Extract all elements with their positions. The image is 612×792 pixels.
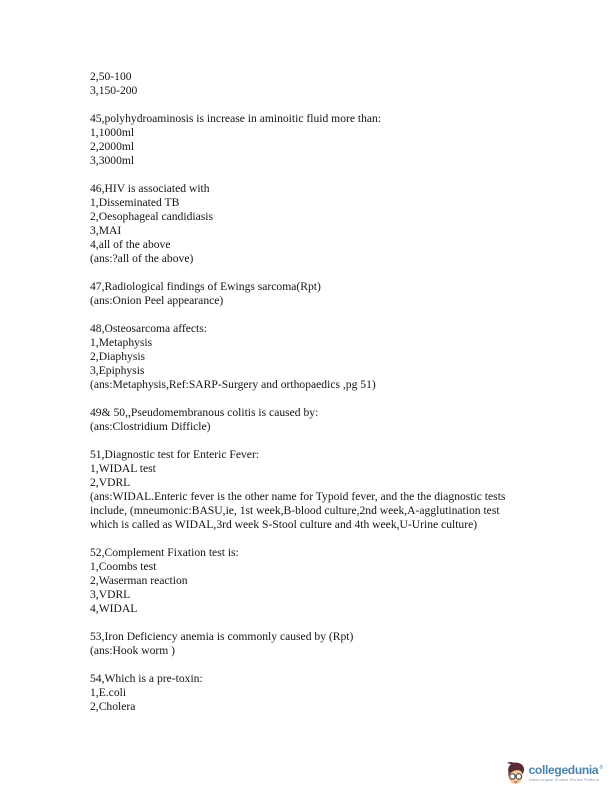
text-line: 4,all of the above bbox=[90, 238, 171, 251]
text-line bbox=[90, 98, 578, 112]
logo-brand-text: collegedunia bbox=[528, 763, 599, 778]
text-line: (ans:Hook worm ) bbox=[90, 644, 176, 657]
registered-mark: ® bbox=[599, 765, 603, 772]
text-line: 1,E.coli bbox=[90, 686, 127, 699]
text-line: include, (mneumonic:BASU,ie, 1st week,B-blood culture,2nd week,A-agglutination test bbox=[90, 504, 500, 517]
text-line: 2,2000ml bbox=[90, 140, 135, 153]
text-line bbox=[90, 532, 578, 546]
text-line: which is called as WIDAL,3rd week S-Stool culture and 4th week,U-Urine culture) bbox=[90, 518, 478, 531]
text-line: 2,50-100 bbox=[90, 70, 132, 83]
text-line: 3,3000ml bbox=[90, 154, 135, 167]
text-line: 1,Coombs test bbox=[90, 560, 157, 573]
text-line: 2,Diaphysis bbox=[90, 350, 146, 363]
text-line: 51,Diagnostic test for Enteric Fever: bbox=[90, 448, 260, 461]
text-line: 52,Complement Fixation test is: bbox=[90, 546, 239, 559]
text-line: 2,VDRL bbox=[90, 476, 131, 489]
text-line: (ans:Clostridium Difficle) bbox=[90, 420, 211, 433]
text-line bbox=[90, 658, 578, 672]
text-line: 1,WIDAL test bbox=[90, 462, 156, 475]
text-line: 46,HIV is associated with bbox=[90, 182, 210, 195]
text-line: (ans:Metaphysis,Ref:SARP-Surgery and orthopaedics ,pg 51) bbox=[90, 378, 376, 391]
text-line: 48,Osteosarcoma affects: bbox=[90, 322, 207, 335]
text-line: 53,Iron Deficiency anemia is commonly caused by (Rpt) bbox=[90, 630, 354, 643]
text-line: (ans:?all of the above) bbox=[90, 252, 194, 265]
text-line: 2,Cholera bbox=[90, 700, 136, 713]
text-line: 3,VDRL bbox=[90, 588, 131, 601]
collegedunia-mascot-icon bbox=[505, 761, 526, 786]
text-line: 49& 50,,Pseudomembranous colitis is caused by: bbox=[90, 406, 319, 419]
text-line bbox=[90, 266, 578, 280]
text-line: 47,Radiological findings of Ewings sarcoma(Rpt) bbox=[90, 280, 321, 293]
text-line: 1,Metaphysis bbox=[90, 336, 153, 349]
text-line: 2,Oesophageal candidiasis bbox=[90, 210, 213, 223]
text-line: 3,150-200 bbox=[90, 84, 138, 97]
collegedunia-logo bbox=[505, 761, 603, 786]
text-line: 4,WIDAL bbox=[90, 602, 138, 615]
text-line: (ans:Onion Peel appearance) bbox=[90, 294, 224, 307]
text-line bbox=[90, 616, 578, 630]
text-line bbox=[90, 308, 578, 322]
text-line: 1,Disseminated TB bbox=[90, 196, 180, 209]
text-line: (ans:WIDAL.Enteric fever is the other name for Typoid fever, and the the diagnostic tests bbox=[90, 490, 506, 503]
text-line bbox=[90, 168, 578, 182]
text-line: 2,Waserman reaction bbox=[90, 574, 188, 587]
text-line: 3,Epiphysis bbox=[90, 364, 145, 377]
text-line bbox=[90, 392, 578, 406]
text-line bbox=[90, 434, 578, 448]
text-line: 1,1000ml bbox=[90, 126, 135, 139]
text-line: 3,MAI bbox=[90, 224, 122, 237]
text-line: 45,polyhydroaminosis is increase in aminoitic fluid more than: bbox=[90, 112, 382, 125]
text-line: 54,Which is a pre-toxin: bbox=[90, 672, 203, 685]
question-text-block bbox=[90, 70, 578, 714]
logo-tagline: India's largest Student Review Platform bbox=[528, 778, 599, 783]
